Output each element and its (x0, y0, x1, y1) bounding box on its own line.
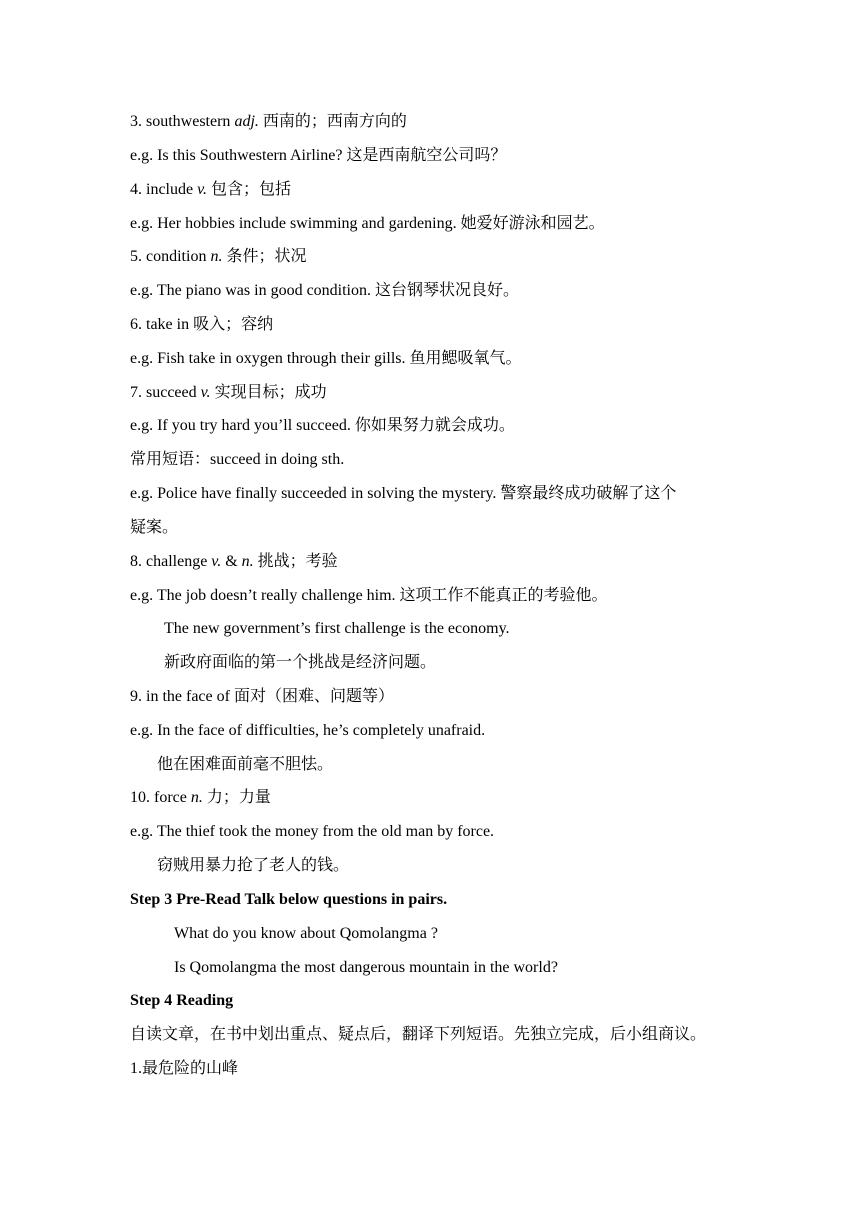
part-of-speech: v. (200, 384, 211, 401)
example-sentence: e.g. If you try hard you’ll succeed. 你如果努力就会成功。 (130, 417, 515, 434)
conjunction: & (221, 553, 242, 570)
example-sentence-continued: 疑案。 (130, 519, 179, 536)
example-sentence: e.g. Police have finally succeeded in solving the mystery. 警察最终成功破解了这个 (130, 485, 677, 502)
part-of-speech: n. (210, 248, 223, 265)
example-sentence: e.g. Fish take in oxygen through their gills. 鱼用鳃吸氧气。 (130, 350, 522, 367)
vocab-meaning: 包含；包括 (207, 181, 292, 198)
step-3-heading: Step 3 Pre-Read Talk below questions in pairs. (130, 891, 448, 908)
translation-item: 1.最危险的山峰 (130, 1060, 239, 1077)
common-phrase: 常用短语：succeed in doing sth. (130, 451, 345, 468)
question: What do you know about Qomolangma ? (174, 925, 438, 942)
vocab-meaning: 挑战；考验 (253, 553, 338, 570)
instruction: 自读文章，在书中划出重点、疑点后，翻译下列短语。先独立完成，后小组商议。 (130, 1026, 707, 1043)
example-translation: 窃贼用暴力抢了老人的钱。 (157, 857, 350, 874)
example-sentence: e.g. The piano was in good condition. 这台钢琴状况良好。 (130, 282, 520, 299)
example-sentence: e.g. Her hobbies include swimming and gardening. 她爱好游泳和园艺。 (130, 215, 605, 232)
part-of-speech: v. (197, 181, 208, 198)
vocab-word: 4. include (130, 181, 198, 198)
part-of-speech: n. (241, 553, 254, 570)
example-sentence: e.g. The job doesn’t really challenge him. 这项工作不能真正的考验他。 (130, 587, 608, 604)
vocab-meaning: 条件；状况 (222, 248, 307, 265)
vocab-item-include (130, 180, 291, 200)
part-of-speech: n. (190, 789, 203, 806)
vocab-word: 5. condition (130, 248, 211, 265)
vocab-meaning: 西南的；西南方向的 (258, 113, 407, 130)
vocab-word: 3. southwestern (130, 113, 235, 130)
example-sentence: The new government’s first challenge is the economy. (164, 620, 510, 637)
vocab-item-challenge (130, 552, 338, 572)
vocab-item-southwestern (130, 112, 407, 132)
vocab-meaning: 实现目标；成功 (210, 384, 327, 401)
vocab-item-force (130, 788, 271, 808)
part-of-speech: v. (211, 553, 222, 570)
example-sentence: e.g. The thief took the money from the old man by force. (130, 823, 495, 840)
vocab-word: 8. challenge (130, 553, 212, 570)
part-of-speech: adj. (234, 113, 259, 130)
vocab-item-succeed (130, 383, 327, 403)
vocab-item-in-the-face-of: 9. in the face of 面对（困难、问题等） (130, 688, 394, 705)
vocab-item-condition (130, 247, 306, 267)
vocab-word: 7. succeed (130, 384, 201, 401)
vocab-meaning: 力；力量 (202, 789, 271, 806)
example-sentence: e.g. Is this Southwestern Airline? 这是西南航空公司吗？ (130, 147, 507, 164)
step-4-heading: Step 4 Reading (130, 992, 234, 1009)
example-translation: 他在困难面前毫不胆怯。 (157, 756, 334, 773)
example-translation: 新政府面临的第一个挑战是经济问题。 (164, 654, 437, 671)
vocab-word: 10. force (130, 789, 191, 806)
example-sentence: e.g. In the face of difficulties, he’s completely unafraid. (130, 722, 486, 739)
question: Is Qomolangma the most dangerous mountain in the world? (174, 959, 558, 976)
vocab-item-take-in: 6. take in 吸入；容纳 (130, 316, 274, 333)
